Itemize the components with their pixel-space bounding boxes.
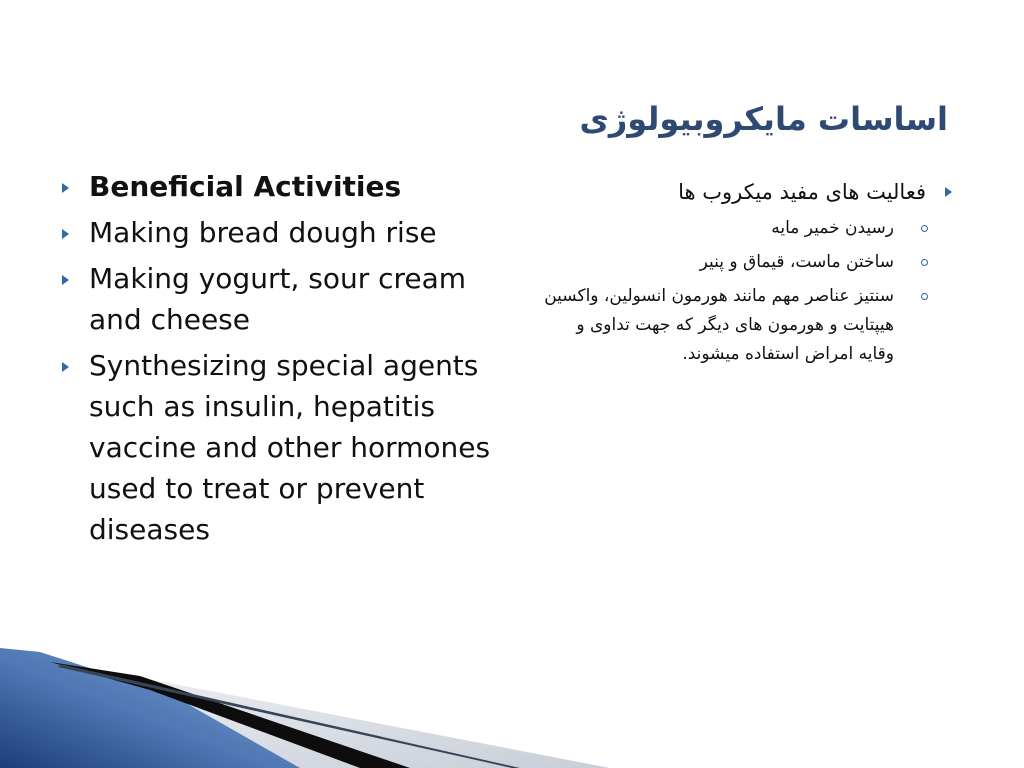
ring-bullet-icon xyxy=(921,225,928,232)
ring-bullet-icon xyxy=(921,293,928,300)
english-bullet-list xyxy=(62,166,502,550)
list-item xyxy=(542,282,952,369)
list-item xyxy=(542,214,952,243)
list-item xyxy=(62,258,502,340)
list-item-text: Making yogurt, sour cream and cheese xyxy=(89,262,467,336)
list-item-text: سنتیز عناصر مهم مانند هورمون انسولین، واکسین هیپتایت و هورمون های دیگر که جهت تداوی و وقایه امراض استفاده میشوند. xyxy=(544,286,894,364)
list-item xyxy=(542,248,952,277)
triangle-arrow-icon xyxy=(62,362,69,372)
triangle-arrow-icon xyxy=(62,275,69,285)
persian-heading: فعالیت های مفید میکروب ها xyxy=(678,180,926,204)
list-item-text: ساختن ماست، قیماق و پنیر xyxy=(699,252,894,272)
ring-bullet-icon xyxy=(921,259,928,266)
list-item-text: Making bread dough rise xyxy=(89,216,437,249)
list-item xyxy=(542,176,952,208)
list-item-text: رسیدن خمیر مایه xyxy=(771,218,894,238)
list-item xyxy=(62,166,502,207)
persian-sub-list xyxy=(542,214,952,369)
list-item xyxy=(62,345,502,550)
slide-title: اساسات مایکروبیولوژی xyxy=(579,100,948,138)
triangle-arrow-icon xyxy=(945,187,952,197)
triangle-arrow-icon xyxy=(62,229,69,239)
english-content xyxy=(62,166,502,555)
list-item-text: Beneficial Activities xyxy=(89,170,402,203)
triangle-arrow-icon xyxy=(62,183,69,193)
persian-content xyxy=(542,176,952,374)
list-item xyxy=(62,212,502,253)
list-item-text: Synthesizing special agents such as insulin, hepatitis vaccine and other hormones used to treat or prevent diseases xyxy=(89,349,491,546)
